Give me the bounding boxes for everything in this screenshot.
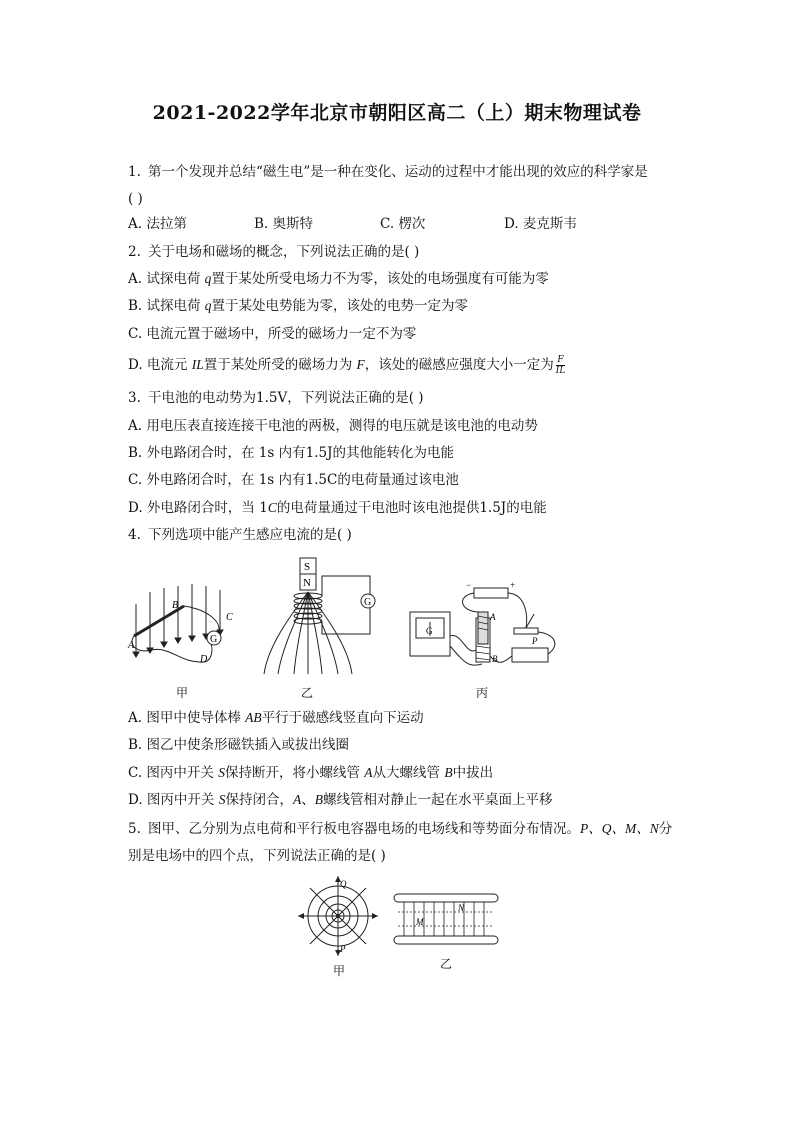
svg-text:G: G [426, 626, 433, 636]
question-1-bracket: ( ) [128, 191, 143, 207]
option-b: B. 奥斯特 [254, 216, 314, 232]
svg-text:D: D [200, 654, 208, 665]
svg-text:+: + [510, 580, 516, 590]
svg-text:M: M [416, 917, 424, 927]
question-5-stem: 5. 图甲、乙分别为点电荷和平行板电容器电场的电场线和等势面分布情况。P、Q、M、N分 [128, 821, 673, 837]
fraction-f-over-il: $\frac{F}{IL}$ [555, 355, 566, 376]
svg-text:G: G [364, 597, 372, 608]
option-c: C. 楞次 [380, 216, 426, 232]
question-4-option-d: D. 图丙中开关 S保持闭合，A、B螺线管相对静止一起在水平桌面上平移 [128, 792, 553, 808]
question-number: 1. [128, 164, 141, 180]
question-number: 5. [128, 821, 141, 837]
svg-text:C: C [226, 612, 233, 623]
switch-s [514, 628, 538, 634]
question-3-option-b: B. 外电路闭合时，在 1s 内有1.5J的其他能转化为电能 [128, 445, 454, 461]
svg-text:P: P [340, 944, 346, 954]
figure-bing-solenoids [406, 576, 566, 676]
question-3-option-d: D. 外电路闭合时，当 1C的电荷量通过干电池时该电池提供1.5J的电能 [128, 500, 547, 516]
rheostat-icon [512, 648, 548, 662]
option-d: D. 麦克斯韦 [504, 216, 577, 232]
svg-text:N: N [458, 903, 465, 913]
question-2-stem: 2. 关于电场和磁场的概念，下列说法正确的是( ) [128, 244, 420, 260]
svg-text:B: B [172, 600, 179, 611]
question-2-option-a: A. 试探电荷 q置于某处所受电场力不为零，该处的电场强度有可能为零 [128, 271, 549, 287]
svg-text:B: B [492, 654, 498, 664]
question-3-option-c: C. 外电路闭合时，在 1s 内有1.5C的电荷量通过该电池 [128, 472, 459, 488]
figure-jia-rod-in-field [126, 582, 246, 672]
question-3-stem: 3. 干电池的电动势为1.5V，下列说法正确的是( ) [128, 390, 424, 406]
page-title: 2021-2022学年北京市朝阳区高二（上）期末物理试卷 [152, 102, 642, 124]
question-3-option-a: A. 用电压表直接连接干电池的两极，测得的电压就是该电池的电动势 [128, 418, 538, 434]
question-2-option-b: B. 试探电荷 q置于某处电势能为零，该处的电势一定为零 [128, 298, 469, 314]
question-1-stem: 1. 第一个发现并总结“磁生电”是一种在变化、运动的过程中才能出现的效应的科学家是 [128, 164, 648, 180]
question-4-stem: 4. 下列选项中能产生感应电流的是( ) [128, 527, 352, 543]
bottom-plate [394, 936, 498, 944]
svg-text:G: G [210, 634, 218, 645]
top-plate [394, 894, 498, 902]
question-number: 4. [128, 527, 141, 543]
question-4-option-a: A. 图甲中使导体棒 AB平行于磁感线竖直向下运动 [128, 710, 424, 726]
battery-icon [474, 588, 508, 598]
svg-text:A: A [490, 612, 496, 622]
question-5-stem-cont: 别是电场中的四个点，下列说法正确的是( ) [128, 848, 386, 864]
figure-caption-bing: 丙 [476, 686, 489, 700]
svg-text:A: A [128, 640, 135, 651]
figure-caption-5-jia: 甲 [333, 964, 346, 978]
option-a: A. 法拉第 [128, 216, 187, 232]
figure-yi-magnet-coil [260, 556, 380, 678]
figure-caption-yi: 乙 [301, 686, 314, 700]
svg-text:Q: Q [340, 879, 347, 889]
figure-5-jia-point-charge [296, 874, 382, 960]
question-2-option-d: D. 电流元 IL置于某处所受的磁场力为 F，该处的磁感应强度大小一定为 $\frac{F}{IL}$ [128, 355, 566, 376]
figure-5-yi-capacitor [392, 892, 500, 948]
svg-text:−: − [466, 580, 472, 590]
question-4-option-b: B. 图乙中使条形磁铁插入或拔出线圈 [128, 737, 350, 753]
svg-text:N: N [303, 577, 311, 589]
question-number: 2. [128, 244, 141, 260]
svg-text:P: P [532, 636, 538, 646]
svg-text:S: S [304, 561, 311, 573]
question-number: 3. [128, 390, 141, 406]
question-1-options [128, 215, 577, 233]
question-4-option-c: C. 图丙中开关 S保持断开，将小螺线管 A从大螺线管 B中拔出 [128, 765, 494, 781]
question-2-option-c: C. 电流元置于磁场中，所受的磁场力一定不为零 [128, 326, 417, 342]
figure-caption-jia: 甲 [176, 686, 189, 700]
figure-caption-5-yi: 乙 [440, 957, 453, 971]
